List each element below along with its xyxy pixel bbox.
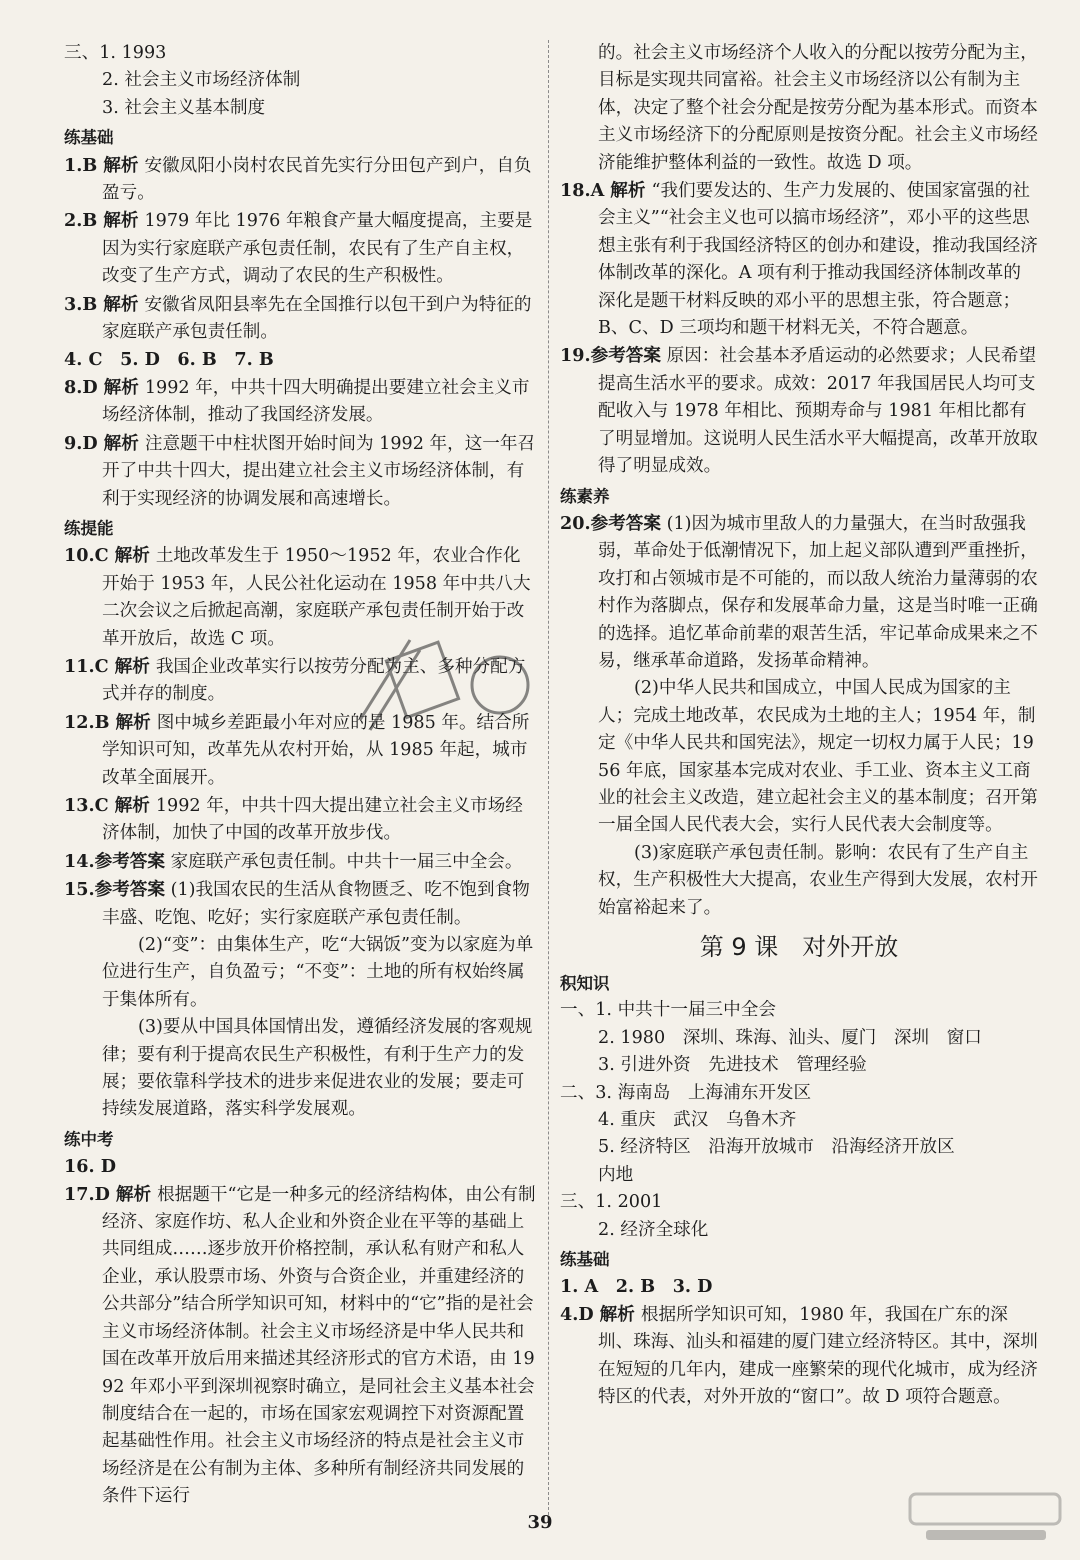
- knowledge-item-2: 2. 1980 深圳、珠海、汕头、厦门 深圳 窗口: [598, 1027, 982, 1048]
- question-15-part-3: (3)要从中国具体国情出发，遵循经济发展的客观规律；要有利于提高农民生产积极性，有利于生产力的发展；要依靠科学技术的进步来促进农业的发展；要走可持续发展道路，落实科学发展观。: [102, 1017, 533, 1120]
- question-10: 10.C 解析 土地改革发生于 1950～1952 年，农业合作化开始于 1953 年，人民公社化运动在 1958 年中共八大二次会议之后掀起高潮，家庭联产承包责任制开始于改革开放后，故选 C 项。: [64, 545, 531, 649]
- knowledge-item-7: 三、1. 2001: [560, 1192, 663, 1213]
- questions-4-7: 4. C 5. D 6. B 7. B: [64, 349, 274, 371]
- question-14: 14.参考答案 家庭联产承包责任制。中共十一届三中全会。: [64, 850, 523, 872]
- section-label-basic: 练基础: [64, 128, 114, 148]
- question-1: 1.B 解析 安徽凤阳小岗村农民首先实行分田包产到户，自负盈亏。: [64, 154, 532, 204]
- lesson-heading: 第 9 课 对外开放: [699, 933, 899, 961]
- question-11: 11.C 解析 我国企业改革实行以按劳分配为主、多种分配方式并存的制度。: [64, 655, 526, 705]
- section-label-ability: 练提能: [64, 518, 114, 538]
- knowledge-item-6: 5. 经济特区 沿海开放城市 沿海经济开放区: [598, 1137, 955, 1158]
- question-20-part-3: (3)家庭联产承包责任制。影响：农民有了生产自主权，生产积极性大大提高，农业生产得到大发展，农村开始富裕起来了。: [598, 842, 1038, 918]
- section-label-knowledge: 积知识: [560, 974, 610, 993]
- section-label-literacy: 练素养: [560, 486, 610, 506]
- question-12: 12.B 解析 图中城乡差距最小年对应的是 1985 年。结合所学知识可知，改革先从农村开始，从 1985 年起，城市改革全面展开。: [64, 711, 530, 788]
- question-17-continued: 的。社会主义市场经济个人收入的分配以按劳分配为主，目标是实现共同富裕。社会主义市场经济以公有制为主体，决定了整个社会分配是按劳分配为基本形式。而资本主义市场经济下的分配原则是按资分配。社会主义市场经济能维护整体利益的一致性。故选 D 项。: [598, 43, 1038, 173]
- question-17: 17.D 解析 根据题干“它是一种多元的经济结构体，由公有制经济、家庭作坊、私人企业和外资企业在平等的基础上共同组成……逐步放开价格控制，承认私有财产和私人企业，承认股票市场、外资与合资企业，并重建经济的公共部分”结合所学知识可知，材料中的“它”指的是社会主义市场经济体制。社会主义市场经济是中华人民共和国在改革开放后用来描述其经济形式的官方术语，由 1992 年邓小平到深圳视察时确立，是同社会主义基本社会制度结合在一起的，市场在国家宏观调控下对资源配置起基础性作用。社会主义市场经济的特点是社会主义市场经济是在公有制为主体、多种所有制经济共同发展的条件下运行: [64, 1183, 536, 1507]
- knowledge-item-4: 二、3. 海南岛 上海浦东开发区: [560, 1082, 812, 1103]
- question-2: 2.B 解析 1979 年比 1976 年粮食产量大幅度提高，主要是因为实行家庭联产承包责任制，农民有了生产自主权，改变了生产方式，调动了农民的生产积极性。: [64, 210, 533, 287]
- question-16: 16. D: [64, 1156, 116, 1178]
- knowledge-item-1: 一、1. 中共十一届三中全会: [560, 1000, 776, 1021]
- question-8: 8.D 解析 1992 年，中共十四大明确提出要建立社会主义市场经济体制，推动了我国经济发展。: [64, 376, 530, 426]
- page-number: 39: [527, 1512, 553, 1533]
- section-3-item-3: 3. 社会主义基本制度: [102, 97, 266, 118]
- watermark-logo: [906, 1488, 1066, 1548]
- basic-question-4: 4.D 解析 根据所学知识可知，1980 年，我国在广东的深圳、珠海、汕头和福建的厦门建立经济特区。其中，深圳在短短的几年内，建成一座繁荣的现代化城市，成为经济特区的代表，对外开放的“窗口”。故 D 项符合题意。: [560, 1303, 1038, 1408]
- question-15-part-2: (2)“变”：由集体生产，吃“大锅饭”变为以家庭为单位进行生产，自负盈亏；“不变”：土地的所有权始终属于集体所有。: [102, 935, 534, 1010]
- section-label-basic-2: 练基础: [560, 1250, 610, 1270]
- knowledge-item-3: 3. 引进外资 先进技术 管理经验: [598, 1055, 867, 1076]
- question-13: 13.C 解析 1992 年，中共十四大提出建立社会主义市场经济体制，加快了中国的改革开放步伐。: [64, 794, 523, 844]
- section-3-item-1: 三、1. 1993: [64, 43, 167, 63]
- question-9: 9.D 解析 注意题干中柱状图开始时间为 1992 年，这一年召开了中共十四大，提出建立社会主义市场经济体制，有利于实现经济的协调发展和高速增长。: [64, 432, 536, 509]
- question-20-part-2: (2)中华人民共和国成立，中国人民成为国家的主人；完成土地改革，农民成为土地的主人；1954 年，制定《中华人民共和国宪法》，规定一切权力属于人民；1956 年底，国家基本完成对农业、手工业、资本主义工商业的社会主义改造，建立起社会主义的基本制度；召开第一届全国人民代表大会，实行人民代表大会制度等。: [598, 678, 1038, 836]
- question-15: 15.参考答案 (1)我国农民的生活从食物匮乏、吃不饱到食物丰盛、吃饱、吃好；实行家庭联产承包责任制。: [64, 879, 530, 928]
- question-3: 3.B 解析 安徽省凤阳县率先在全国推行以包干到户为特征的家庭联产承包责任制。: [64, 293, 532, 343]
- column-divider: [548, 40, 549, 1520]
- right-column: [560, 40, 1038, 1412]
- basic-questions-1-3: 1. A 2. B 3. D: [560, 1276, 713, 1298]
- question-19: 19.参考答案 原因：社会基本矛盾运动的必然要求；人民希望提高生活水平的要求。成效：2017 年我国居民人均可支配收入与 1978 年相比、预期寿命与 1981 年相比都有了明显增加。这说明人民生活水平大幅提高，改革开放取得了明显成效。: [560, 345, 1038, 477]
- knowledge-item-6-cont: 内地: [598, 1164, 634, 1185]
- knowledge-item-8: 2. 经济全球化: [598, 1219, 709, 1240]
- question-18: 18.A 解析 “我们要发达的、生产力发展的、使国家富强的社会主义”“社会主义也可以搞市场经济”，邓小平的这些思想主张有利于我国经济特区的创办和建设，推动我国经济体制改革的深化。A 项有利于推动我国经济体制改革的深化是题干材料反映的邓小平的思想主张，符合题意；B、C、D 三项均和题干材料无关，不符合题意。: [560, 180, 1038, 339]
- knowledge-item-5: 4. 重庆 武汉 乌鲁木齐: [598, 1110, 797, 1131]
- left-column: [64, 40, 538, 1511]
- section-label-exam: 练中考: [64, 1129, 114, 1149]
- ink-stamp-logo: [350, 630, 550, 750]
- section-3-item-2: 2. 社会主义市场经济体制: [102, 70, 301, 91]
- question-20: 20.参考答案 (1)因为城市里敌人的力量强大，在当时敌强我弱，革命处于低潮情况下，加上起义部队遭到严重挫折，攻打和占领城市是不可能的，而以敌人统治力量薄弱的农村作为落脚点，保存和发展革命力量，这是当时唯一正确的选择。追忆革命前辈的艰苦生活，牢记革命成果来之不易，继承革命道路，发扬革命精神。: [560, 512, 1038, 671]
